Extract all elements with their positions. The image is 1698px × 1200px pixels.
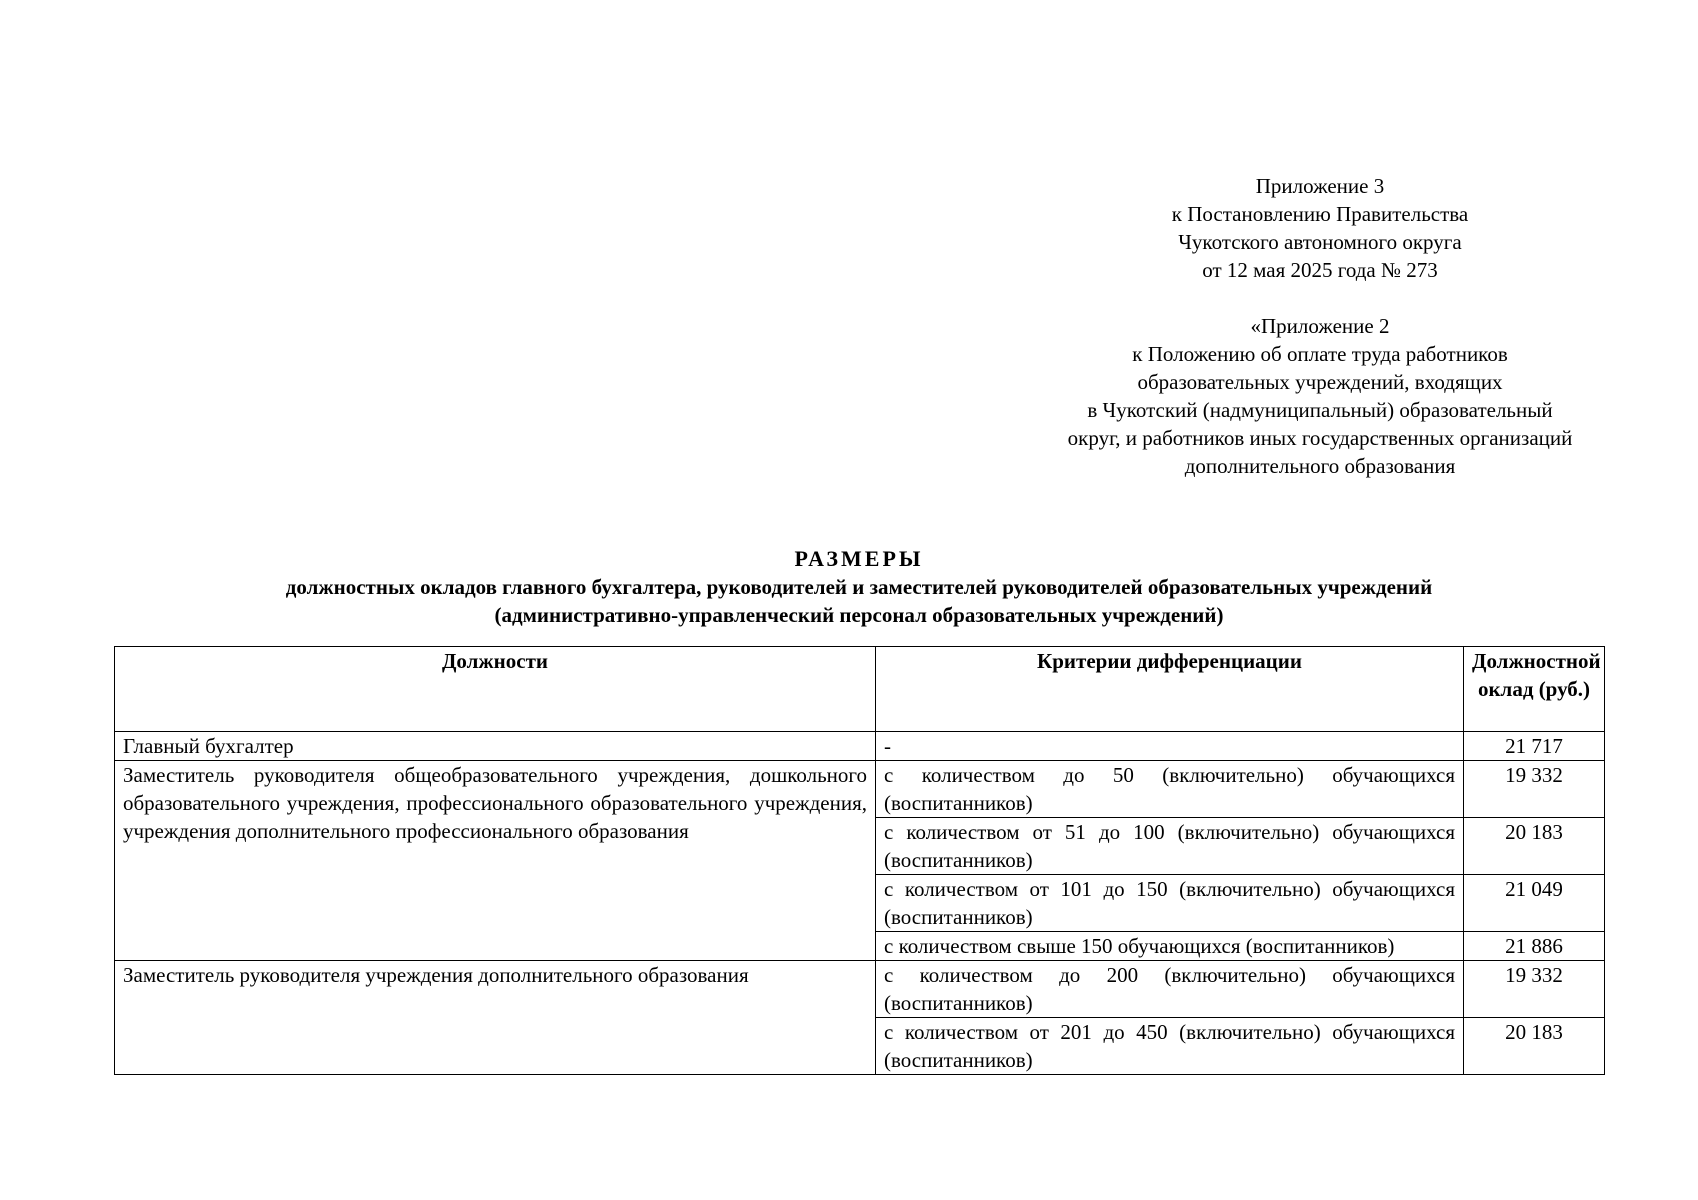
salary-table [114, 646, 1605, 1075]
salary-cell: 20 183 [1464, 818, 1605, 875]
criteria-cell: с количеством от 101 до 150 (включительно) обучающихся (воспитанников) [876, 875, 1464, 932]
salary-cell: 19 332 [1464, 961, 1605, 1018]
salary-cell: 21 717 [1464, 732, 1605, 761]
appendix-line: к Постановлению Правительства [1171, 202, 1469, 226]
table-row [115, 732, 1605, 761]
salary-cell: 21 049 [1464, 875, 1605, 932]
appendix-line: образовательных учреждений, входящих [1137, 370, 1503, 394]
appendix-line: от 12 мая 2025 года № 273 [1202, 258, 1438, 282]
header-salary: Должностной оклад (руб.) [1464, 647, 1605, 732]
appendix-line: к Положению об оплате труда работников [1132, 342, 1508, 366]
criteria-cell: с количеством свыше 150 обучающихся (воспитанников) [876, 932, 1464, 961]
header-positions: Должности [115, 647, 876, 732]
criteria-cell: с количеством до 50 (включительно) обучающихся (воспитанников) [876, 761, 1464, 818]
title-subtitle-note: (административно-управленческий персонал образовательных учреждений) [494, 603, 1224, 627]
appendix-line: «Приложение 2 [1250, 314, 1390, 338]
criteria-cell: с количеством от 51 до 100 (включительно) обучающихся (воспитанников) [876, 818, 1464, 875]
table-row [115, 761, 1605, 818]
criteria-cell: с количеством до 200 (включительно) обучающихся (воспитанников) [876, 961, 1464, 1018]
salary-cell: 19 332 [1464, 761, 1605, 818]
appendix-line: в Чукотский (надмуниципальный) образовательный [1087, 398, 1553, 422]
appendix-line: дополнительного образования [1184, 454, 1456, 478]
document-title [114, 545, 1604, 629]
table-header-row [115, 647, 1605, 732]
appendix-header [1020, 172, 1620, 480]
appendix-2-block [1020, 312, 1620, 480]
title-main: РАЗМЕРЫ [794, 546, 924, 571]
position-cell: Заместитель руководителя общеобразовательного учреждения, дошкольного образовательного учреждения, профессионального образовательного учреждения, учреждения дополнительного профессионального образования [115, 761, 876, 961]
appendix-line: Приложение 3 [1255, 174, 1385, 198]
position-cell: Заместитель руководителя учреждения дополнительного образования [115, 961, 876, 1075]
position-cell: Главный бухгалтер [115, 732, 876, 761]
appendix-3-block [1020, 172, 1620, 284]
criteria-cell: с количеством от 201 до 450 (включительно) обучающихся (воспитанников) [876, 1018, 1464, 1075]
salary-cell: 20 183 [1464, 1018, 1605, 1075]
header-criteria: Критерии дифференциации [876, 647, 1464, 732]
table-row [115, 961, 1605, 1018]
title-subtitle: должностных окладов главного бухгалтера, руководителей и заместителей руководителей образовательных учреждений [285, 575, 1433, 599]
criteria-cell: - [876, 732, 1464, 761]
appendix-line: Чукотского автономного округа [1178, 230, 1462, 254]
appendix-line: округ, и работников иных государственных организаций [1067, 426, 1573, 450]
salary-cell: 21 886 [1464, 932, 1605, 961]
